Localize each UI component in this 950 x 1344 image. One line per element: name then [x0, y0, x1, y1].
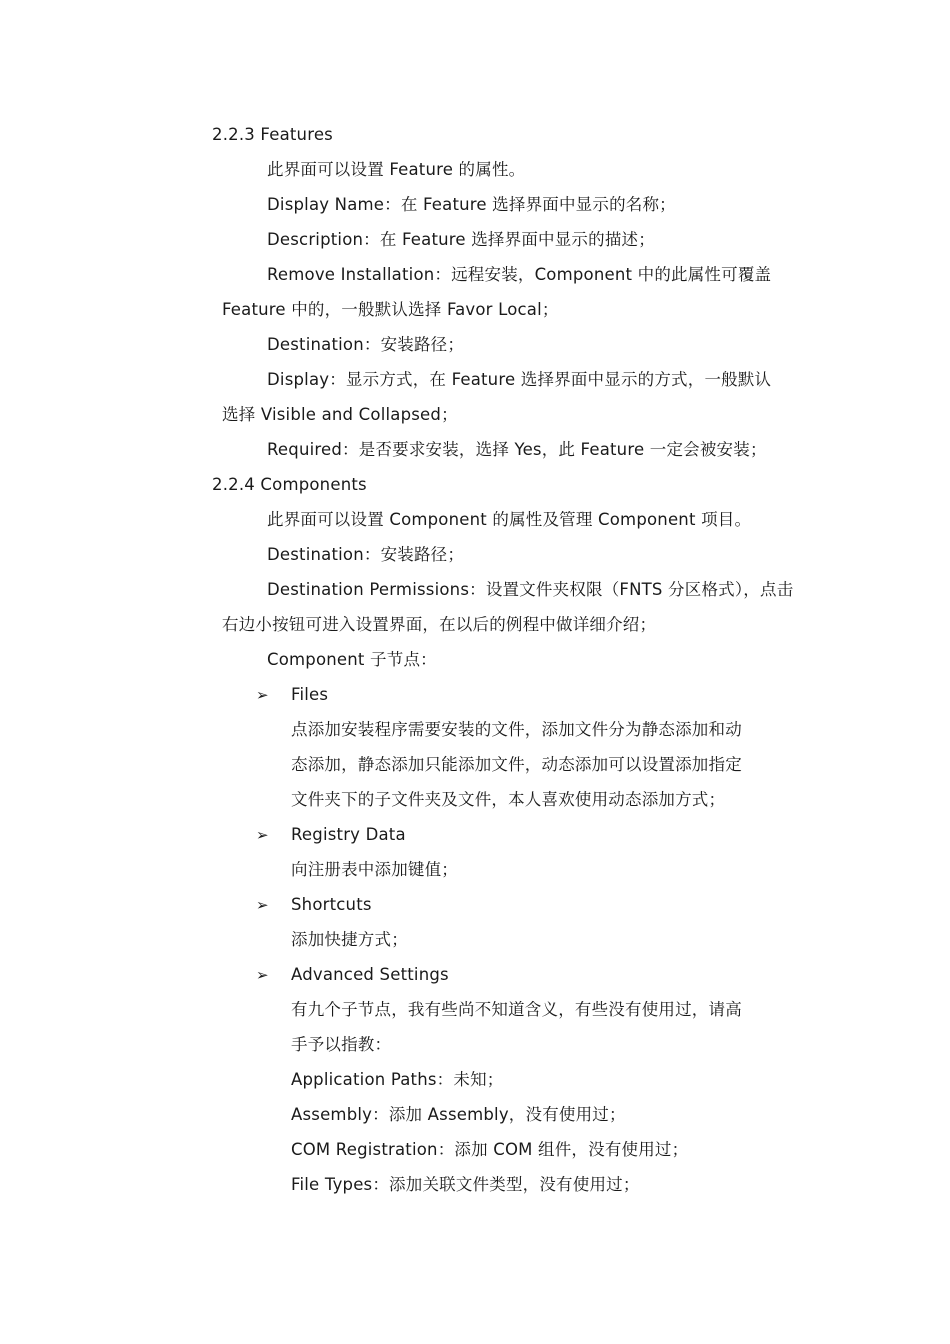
- components-intro: 此界面可以设置 Component 的属性及管理 Component 项目。: [267, 510, 752, 529]
- subnode-registry-desc: 向注册表中添加键值；: [291, 860, 458, 879]
- subnode-advanced-desc-1: 有九个子节点，我有些尚不知道含义，有些没有使用过，请高: [291, 1000, 742, 1019]
- components-destination: Destination：安装路径；: [267, 545, 465, 564]
- subnode-advanced-desc-2: 手予以指教：: [291, 1035, 392, 1054]
- features-description: Description：在 Feature 选择界面中显示的描述；: [267, 230, 655, 249]
- section-heading-components: 2.2.4 Components: [212, 475, 367, 494]
- subnode-shortcuts-desc: 添加快捷方式；: [291, 930, 408, 949]
- features-display: Display：显示方式，在 Feature 选择界面中显示的方式，一般默认: [267, 370, 772, 389]
- features-remote-installation: Remove Installation：远程安装，Component 中的此属性可覆盖: [267, 265, 772, 284]
- arrow-bullet-icon: ➢: [256, 896, 269, 914]
- features-display-cont: 选择 Visible and Collapsed；: [222, 405, 458, 424]
- arrow-bullet-icon: ➢: [256, 826, 269, 844]
- features-intro: 此界面可以设置 Feature 的属性。: [267, 160, 526, 179]
- subnode-files-desc-1: 点添加安装程序需要安装的文件，添加文件分为静态添加和动: [291, 720, 742, 739]
- features-remote-installation-cont: Feature 中的，一般默认选择 Favor Local；: [222, 300, 559, 319]
- arrow-bullet-icon: ➢: [256, 686, 269, 704]
- advanced-application-paths: Application Paths：未知；: [291, 1070, 504, 1089]
- components-permissions-cont: 右边小按钮可进入设置界面，在以后的例程中做详细介绍；: [222, 615, 657, 634]
- subnode-registry-title: Registry Data: [291, 825, 406, 844]
- subnode-files-desc-3: 文件夹下的子文件夹及文件，本人喜欢使用动态添加方式；: [291, 790, 726, 809]
- subnode-files-desc-2: 态添加，静态添加只能添加文件，动态添加可以设置添加指定: [291, 755, 742, 774]
- subnode-files-title: Files: [291, 685, 329, 704]
- features-display-name: Display Name：在 Feature 选择界面中显示的名称；: [267, 195, 676, 214]
- subnode-advanced-title: Advanced Settings: [291, 965, 449, 984]
- advanced-assembly: Assembly：添加 Assembly，没有使用过；: [291, 1105, 626, 1124]
- features-destination: Destination：安装路径；: [267, 335, 465, 354]
- arrow-bullet-icon: ➢: [256, 966, 269, 984]
- subnode-shortcuts-title: Shortcuts: [291, 895, 372, 914]
- section-heading-features: 2.2.3 Features: [212, 125, 333, 144]
- features-required: Required：是否要求安装，选择 Yes，此 Feature 一定会被安装；: [267, 440, 767, 459]
- components-subnodes-label: Component 子节点：: [267, 650, 437, 669]
- components-permissions: Destination Permissions：设置文件夹权限（FNTS 分区格式），点击: [267, 580, 794, 599]
- advanced-com-registration: COM Registration：添加 COM 组件，没有使用过；: [291, 1140, 689, 1159]
- advanced-file-types: File Types：添加关联文件类型，没有使用过；: [291, 1175, 640, 1194]
